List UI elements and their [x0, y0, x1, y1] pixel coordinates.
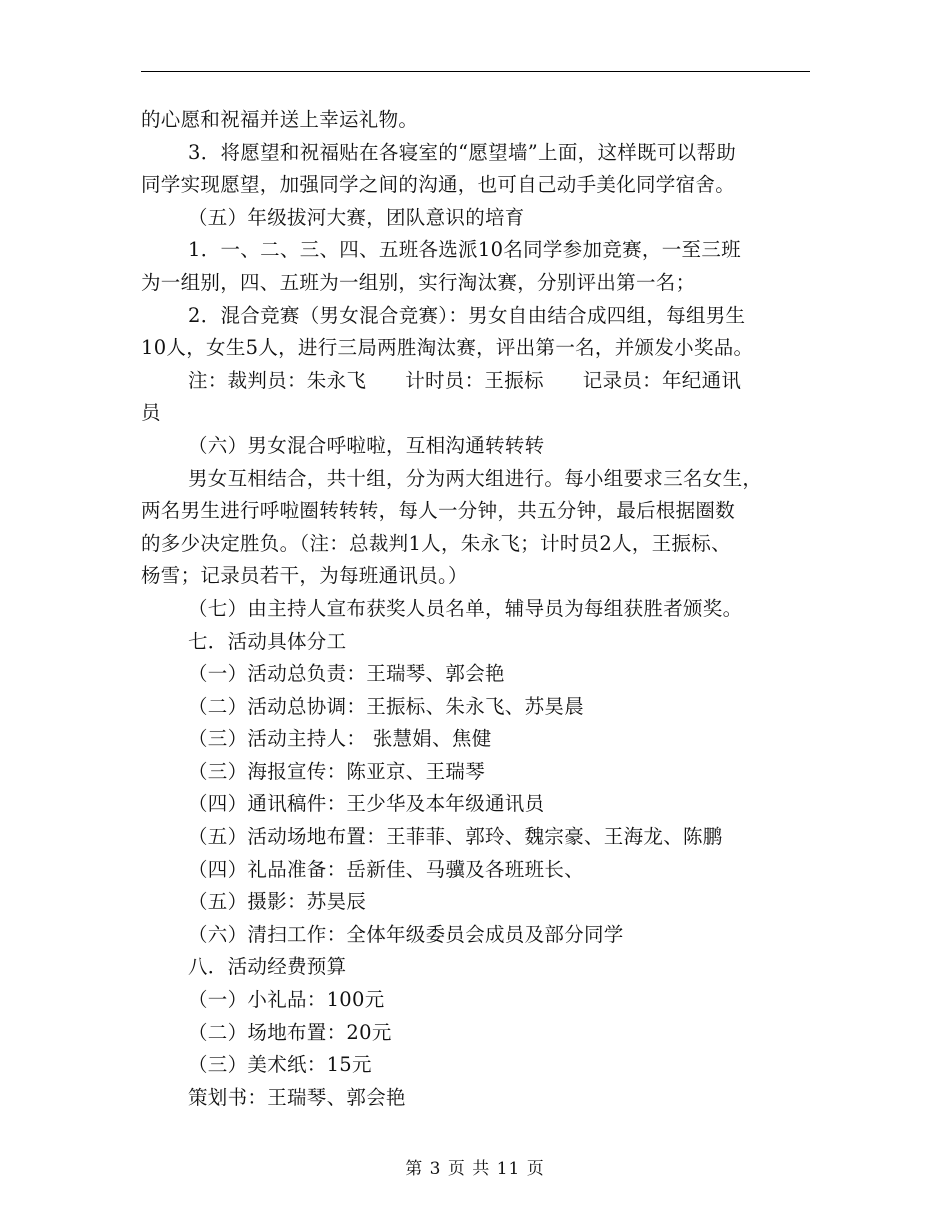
list-item: （三）海报宣传：陈亚京、王瑞琴	[188, 759, 486, 783]
page-footer: 第 3 页 共 11 页	[405, 1159, 545, 1179]
text-line: 策划书：王瑞琴、郭会艳	[188, 1085, 406, 1109]
header-rule	[141, 71, 810, 72]
section-heading: （六）男女混合呼啦啦，互相沟通转转转	[188, 433, 545, 457]
text-line: 为一组别，四、五班为一组别，实行淘汰赛，分别评出第一名；	[141, 270, 696, 294]
section-heading: （七）由主持人宣布获奖人员名单，辅导员为每组获胜者颁奖。	[188, 596, 743, 620]
text-line: 员	[141, 401, 161, 425]
list-item: （三）活动主持人： 张慧娟、焦健	[188, 727, 492, 751]
list-item: （五）摄影：苏昊辰	[188, 890, 367, 914]
section-heading: 七．活动具体分工	[188, 629, 347, 653]
section-heading: 八．活动经费预算	[188, 955, 347, 979]
list-item: （二）活动总协调：王振标、朱永飞、苏昊晨	[188, 694, 585, 718]
list-item: （三）美术纸：15元	[188, 1053, 372, 1077]
text-line: 杨雪；记录员若干，为每班通讯员。）	[141, 564, 468, 588]
text-line: 的多少决定胜负。（注：总裁判1人，朱永飞；计时员2人，王振标、	[141, 531, 731, 555]
text-line: 的心愿和祝福并送上幸运礼物。	[141, 108, 419, 131]
text-line: 同学实现愿望，加强同学之间的沟通，也可自己动手美化同学宿舍。	[141, 173, 736, 197]
list-item: （二）场地布置：20元	[188, 1020, 392, 1044]
text-line: 2．混合竞赛（男女混合竞赛）：男女自由结合成四组，每组男生	[188, 303, 746, 327]
list-item: （一）活动总负责：王瑞琴、郭会艳	[188, 662, 505, 686]
text-line: 1．一、二、三、四、五班各选派10名同学参加竞赛，一至三班	[188, 238, 741, 262]
section-heading: （五）年级拔河大赛，团队意识的培育	[188, 205, 525, 229]
text-line: 男女互相结合，共十组，分为两大组进行。每小组要求三名女生，	[188, 466, 763, 490]
text-line: 10人，女生5人，进行三局两胜淘汰赛，评出第一名，并颁发小奖品。	[141, 336, 754, 360]
list-item: （四）礼品准备：岳新佳、马骥及各班班长、	[188, 857, 585, 881]
list-item: （四）通讯稿件：王少华及本年级通讯员	[188, 792, 545, 816]
text-line: 3．将愿望和祝福贴在各寝室的“愿望墙”上面，这样既可以帮助	[188, 140, 737, 164]
document-body	[141, 104, 813, 1114]
list-item: （五）活动场地布置：王菲菲、郭玲、魏宗豪、王海龙、陈鹏	[188, 825, 723, 849]
list-item: （六）清扫工作：全体年级委员会成员及部分同学	[188, 922, 624, 946]
text-line: 注：裁判员：朱永飞 计时员：王振标 记录员：年纪通讯	[188, 368, 742, 392]
list-item: （一）小礼品：100元	[188, 988, 385, 1012]
text-line: 两名男生进行呼啦圈转转转，每人一分钟，共五分钟，最后根据圈数	[141, 499, 736, 523]
